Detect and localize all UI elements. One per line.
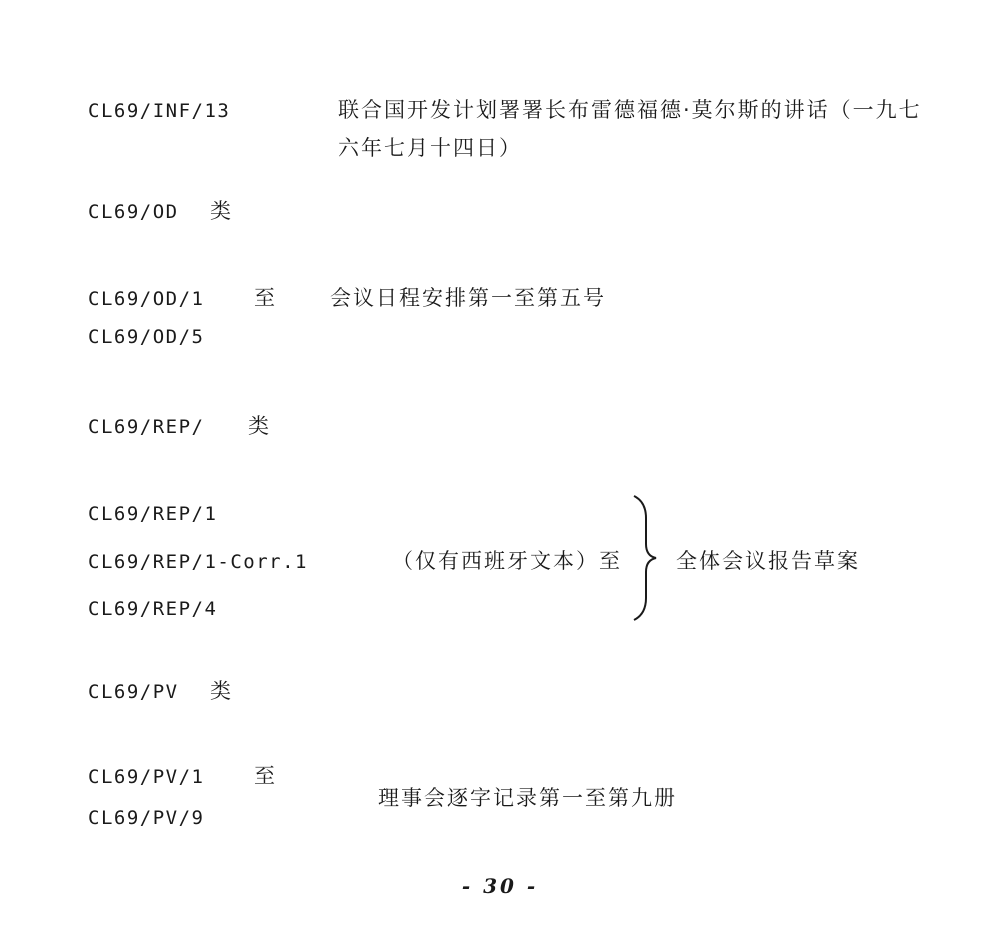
od-range-to-word: 至: [254, 286, 277, 310]
category-suffix-rep: 类: [248, 414, 271, 438]
pv-range-to: CL69/PV/9: [88, 807, 205, 829]
pv-range-to-word: 至: [254, 764, 277, 788]
rep-range-line3: CL69/REP/4: [88, 598, 218, 620]
rep-range-line1: CL69/REP/1: [88, 503, 218, 525]
rep-range-title: 全体会议报告草案: [676, 549, 860, 573]
doc-code-inf-13: CL69/INF/13: [88, 100, 231, 122]
category-code-pv: CL69/PV: [88, 681, 179, 703]
right-brace-icon: [626, 492, 660, 622]
category-code-od: CL69/OD: [88, 201, 179, 223]
od-range-to: CL69/OD/5: [88, 326, 205, 348]
rep-range-line2-note: （仅有西班牙文本）至: [392, 549, 622, 573]
od-range-from: CL69/OD/1: [88, 288, 205, 310]
category-suffix-od: 类: [210, 199, 233, 223]
doc-title-inf-13-line2: 六年七月十四日）: [338, 136, 522, 160]
page-number: - 30 -: [461, 874, 539, 898]
pv-range-from: CL69/PV/1: [88, 766, 205, 788]
od-range-title: 会议日程安排第一至第五号: [330, 286, 606, 310]
doc-title-inf-13-line1: 联合国开发计划署署长布雷德福德·莫尔斯的讲话（一九七: [338, 98, 922, 122]
rep-range-line2-code: CL69/REP/1-Corr.1: [88, 551, 308, 573]
category-suffix-pv: 类: [210, 679, 233, 703]
category-code-rep: CL69/REP/: [88, 416, 205, 438]
pv-range-title: 理事会逐字记录第一至第九册: [378, 786, 677, 810]
